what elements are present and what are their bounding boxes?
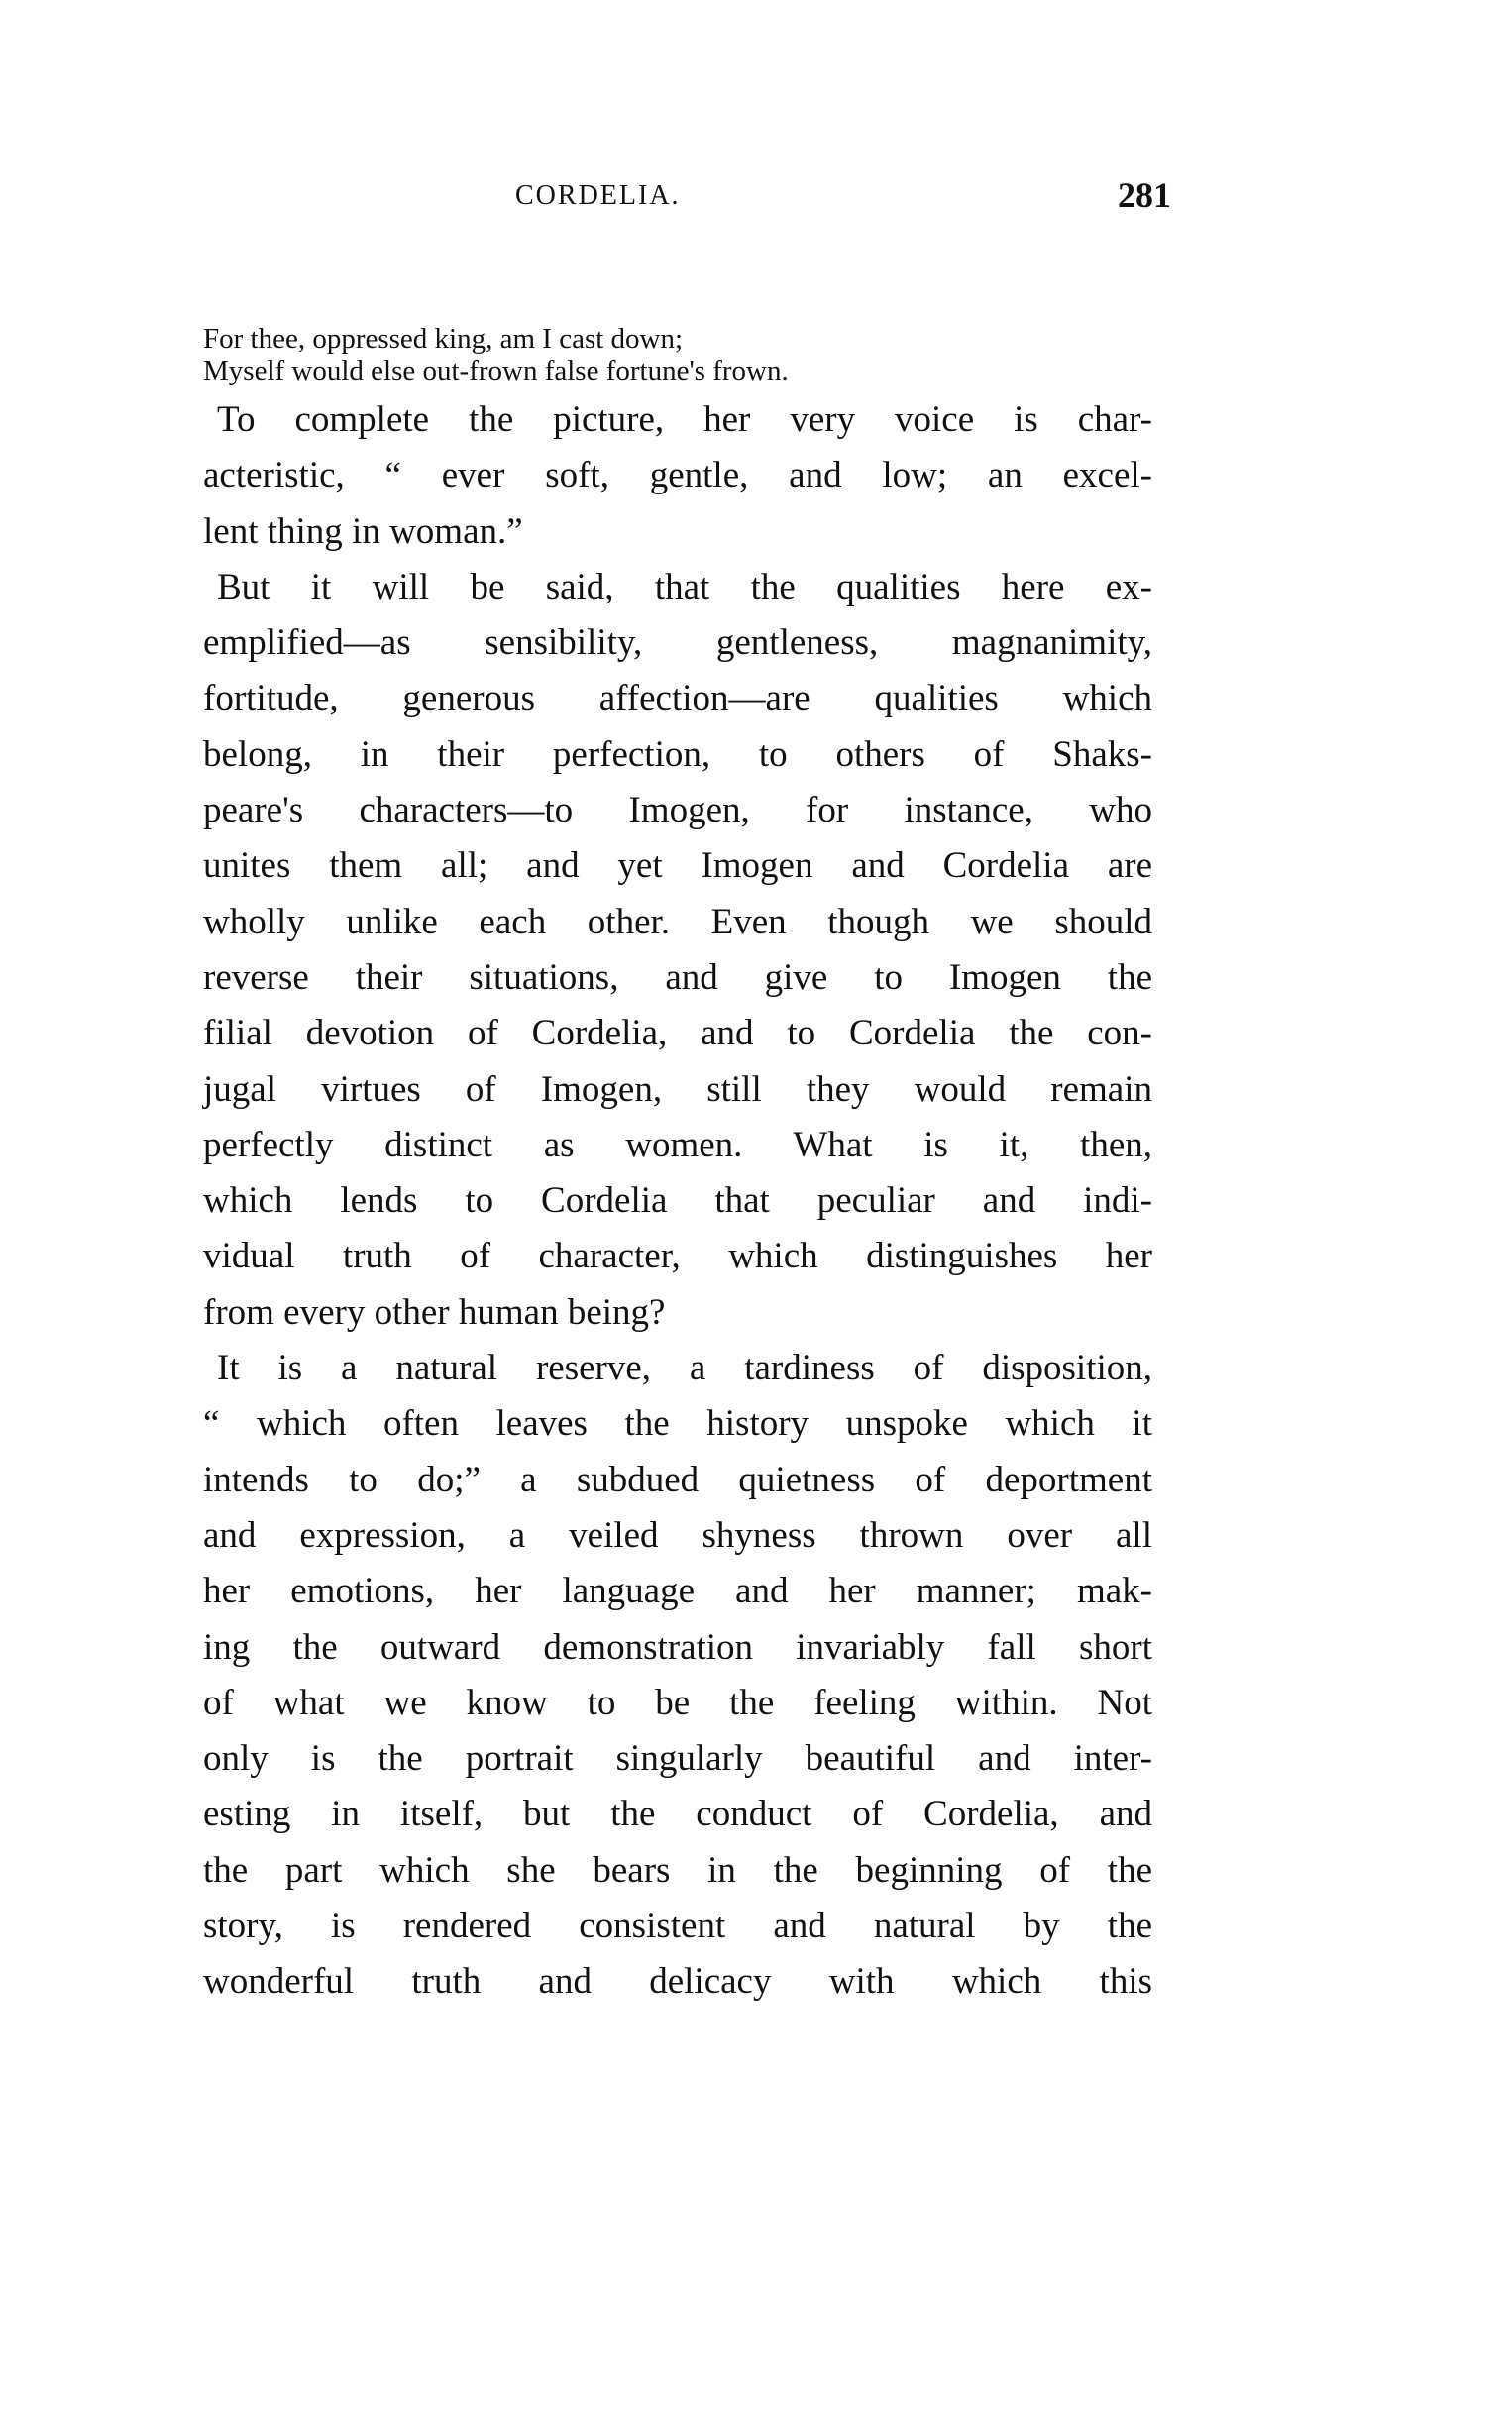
text-line: esting in itself, but the conduct of Cordelia, and (203, 1794, 1152, 1835)
text-line: wonderful truth and delicacy with which this (203, 1961, 1152, 2003)
body-text (203, 392, 1152, 2011)
text-line: wholly unlike each other. Even though we should (203, 901, 1152, 942)
paragraph (203, 392, 1152, 560)
text-line: of what we know to be the feeling within. Not (203, 1682, 1152, 1723)
text-line: “ which often leaves the history unspoke which it (203, 1403, 1152, 1445)
text-line: perfectly distinct as women. What is it, then, (203, 1124, 1152, 1165)
text-line: ing the outward demonstration invariably fall short (203, 1626, 1152, 1668)
text-line: intends to do;” a subdued quietness of deportment (203, 1459, 1152, 1500)
page-number: 281 (1118, 175, 1171, 215)
text-line: and expression, a veiled shyness thrown over all (203, 1514, 1152, 1556)
text-line: fortitude, generous affection—are qualities which (203, 678, 1152, 719)
text-line: the part which she bears in the beginning of the (203, 1849, 1152, 1891)
running-title: CORDELIA. (515, 180, 681, 211)
text-line: lent thing in woman.” (203, 510, 523, 552)
page-header (0, 175, 1512, 230)
verse-line: Myself would else out-frown false fortune's frown. (203, 355, 789, 386)
text-line: jugal virtues of Imogen, still they would remain (203, 1068, 1152, 1110)
verse-line: For thee, oppressed king, am I cast down; (203, 323, 684, 355)
text-line: reverse their situations, and give to Imogen the (203, 956, 1152, 998)
text-line: acteristic, “ ever soft, gentle, and low; an excel- (203, 455, 1152, 496)
text-line: story, is rendered consistent and natural by the (203, 1906, 1152, 1947)
text-line: belong, in their perfection, to others of Shaks- (203, 733, 1152, 775)
text-line: which lends to Cordelia that peculiar and indi- (203, 1180, 1152, 1222)
text-line: But it will be said, that the qualities here ex- (217, 566, 1152, 607)
text-line: unites them all; and yet Imogen and Cordelia are (203, 845, 1152, 887)
paragraph (203, 560, 1152, 1341)
text-line: her emotions, her language and her manner; mak- (203, 1571, 1152, 1612)
text-line: peare's characters—to Imogen, for instance, who (203, 790, 1152, 831)
paragraph (203, 1341, 1152, 2011)
text-line: vidual truth of character, which distinguishes her (203, 1236, 1152, 1277)
text-line: It is a natural reserve, a tardiness of disposition, (217, 1348, 1152, 1389)
text-line: To complete the picture, her very voice is char- (217, 399, 1152, 440)
verse-quote (203, 323, 789, 386)
text-line: emplified—as sensibility, gentleness, magnanimity, (203, 622, 1152, 664)
text-line: from every other human being? (203, 1291, 666, 1333)
text-line: only is the portrait singularly beautiful and inter- (203, 1738, 1152, 1780)
text-line: filial devotion of Cordelia, and to Cordelia the con- (203, 1013, 1152, 1054)
